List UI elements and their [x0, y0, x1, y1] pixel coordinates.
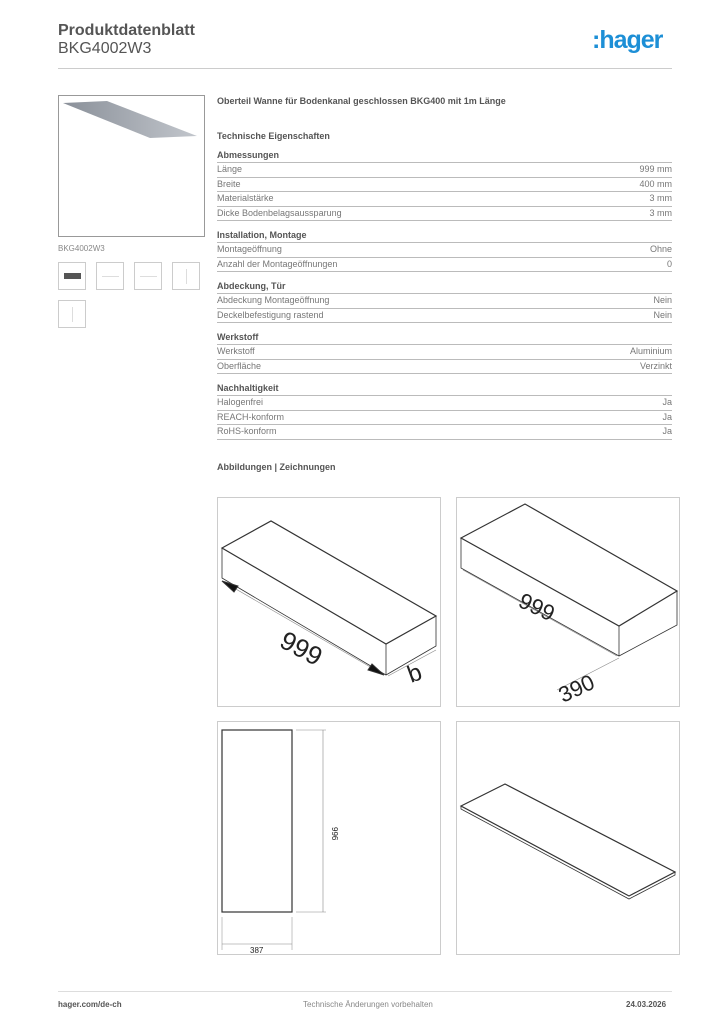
spec-group-title: Abdeckung, Tür: [217, 281, 672, 294]
spec-group-title: Abmessungen: [217, 150, 672, 163]
product-description: Oberteil Wanne für Bodenkanal geschlossen BKG400 mit 1m Länge: [217, 96, 506, 106]
product-image: [58, 95, 205, 237]
thumbnail-2[interactable]: [96, 262, 124, 290]
drawings-title: Abbildungen | Zeichnungen: [217, 461, 336, 472]
drawing-top-view: [217, 721, 441, 955]
spec-group: [217, 230, 672, 272]
dimension-width: 390: [554, 669, 599, 706]
spec-group-title: Nachhaltigkeit: [217, 383, 672, 396]
spec-group-title: Werkstoff: [217, 332, 672, 345]
spec-group-title: Installation, Montage: [217, 230, 672, 243]
specs: [217, 96, 672, 472]
spec-row: [217, 411, 672, 426]
spec-label: Breite: [217, 178, 241, 189]
spec-value: Ohne: [649, 244, 672, 254]
spec-label: Länge: [217, 164, 243, 174]
spec-label: Deckelbefestigung rastend: [217, 309, 324, 320]
spec-row: [217, 425, 672, 440]
spec-label: Materialstärke: [217, 193, 274, 203]
spec-row: [217, 360, 672, 375]
drawing-iso-1: [217, 497, 441, 707]
thumbnail-3[interactable]: [134, 262, 162, 290]
spec-value: Ja: [662, 426, 672, 436]
spec-label: Anzahl der Montageöffnungen: [217, 258, 338, 269]
spec-value: Ja: [662, 411, 672, 422]
spec-value: Verzinkt: [639, 360, 672, 371]
spec-group: [217, 281, 672, 323]
spec-value: Ja: [662, 397, 672, 407]
spec-value: 3 mm: [649, 193, 672, 203]
spec-label: REACH-konform: [217, 411, 285, 422]
spec-value: Nein: [653, 309, 672, 320]
spec-row: [217, 207, 672, 222]
image-caption: BKG4002W3: [58, 244, 105, 253]
thumbnail-5[interactable]: [58, 300, 86, 328]
drawing-iso-3: [456, 721, 680, 955]
spec-label: Halogenfrei: [217, 397, 264, 407]
spec-group: [217, 383, 672, 440]
spec-row: [217, 178, 672, 193]
spec-value: 0: [666, 258, 672, 269]
dimension-length: 996: [330, 827, 339, 841]
spec-label: Oberfläche: [217, 360, 262, 371]
thumbnail-4[interactable]: [172, 262, 200, 290]
spec-value: Nein: [653, 295, 672, 305]
spec-group: [217, 332, 672, 374]
spec-value: 3 mm: [649, 207, 672, 218]
spec-row: [217, 163, 672, 178]
spec-value: 999 mm: [639, 164, 672, 174]
footer-note: Technische Änderungen vorbehalten: [303, 1000, 433, 1009]
drawing-iso-2: [456, 497, 680, 707]
spec-label: RoHS-konform: [217, 426, 277, 436]
footer-url[interactable]: hager.com/de-ch: [58, 1000, 122, 1009]
product-code: BKG4002W3: [58, 40, 152, 57]
spec-row: [217, 396, 672, 411]
spec-row: [217, 345, 672, 360]
thumbnail-1[interactable]: [58, 262, 86, 290]
dimension-length: 999: [275, 624, 328, 672]
spec-row: [217, 243, 672, 258]
footer-divider: [58, 991, 672, 992]
divider: [58, 68, 672, 69]
section-title: Technische Eigenschaften: [217, 131, 330, 141]
spec-value: 400 mm: [639, 178, 672, 189]
page-title: Produktdatenblatt: [58, 22, 195, 39]
dimension-width: b: [403, 658, 426, 689]
footer-date: 24.03.2026: [626, 1000, 667, 1009]
spec-label: Werkstoff: [217, 346, 255, 356]
dimension-length: 999: [514, 587, 559, 627]
spec-group: [217, 150, 672, 221]
spec-row: [217, 192, 672, 207]
hager-logo: :hager: [592, 26, 663, 54]
spec-row: [217, 309, 672, 324]
spec-row: [217, 258, 672, 273]
spec-label: Montageöffnung: [217, 244, 282, 254]
dimension-width: 387: [250, 946, 264, 954]
spec-row: [217, 294, 672, 309]
spec-label: Abdeckung Montageöffnung: [217, 295, 330, 305]
spec-label: Dicke Bodenbelagsaussparung: [217, 207, 342, 218]
spec-value: Aluminium: [629, 346, 672, 356]
